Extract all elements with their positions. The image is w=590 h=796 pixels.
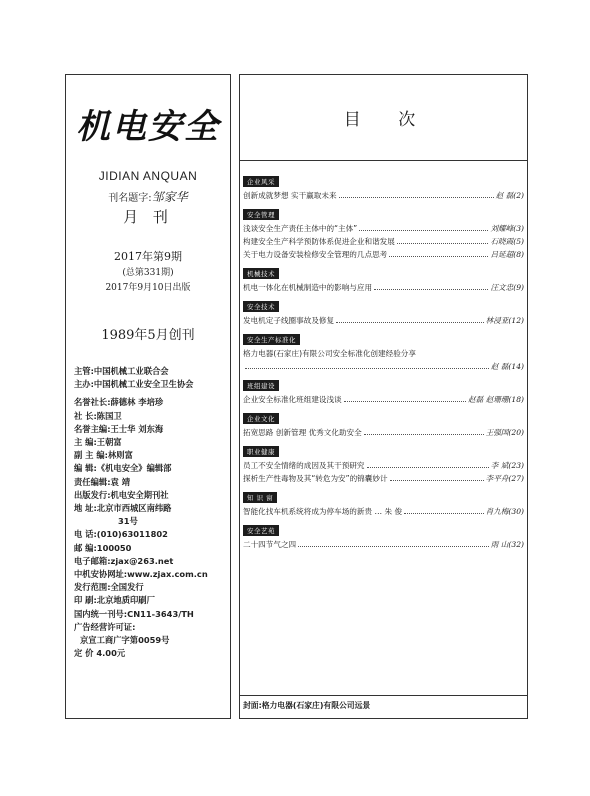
section-label: 安全管理: [243, 209, 279, 220]
leader-dots: [298, 546, 489, 547]
info-row: 电子邮箱:zjax@263.net: [74, 555, 174, 566]
toc-list: [243, 169, 524, 551]
toc-entry-author-page: 吕延超(8): [490, 250, 524, 259]
toc-entry-author-page: 林浸亚(12): [485, 316, 524, 325]
toc-entry-author-page: 赵 磊(2): [495, 191, 524, 200]
leader-dots: [344, 401, 466, 402]
toc-entry-author-page: 王强国(20): [485, 428, 524, 437]
toc-entry-title: 机电一体化在机械制造中的影响与应用: [243, 283, 373, 292]
info-row: 邮 编:100050: [74, 542, 132, 553]
leader-dots: [339, 197, 494, 198]
journal-pinyin: JIDIAN ANQUAN: [98, 169, 198, 183]
toc-entry-title: 格力电器(石家庄)有限公司安全标准化创建经验分享: [243, 349, 416, 358]
section-label: 安全技术: [243, 301, 279, 312]
info-row: 主管:中国机械工业联合会: [74, 366, 169, 376]
toc-entry[interactable]: [243, 538, 524, 551]
toc-entry-author-page: 赵 磊(14): [490, 362, 524, 371]
journal-logo: 机电安全: [76, 107, 220, 147]
toc-divider: [240, 160, 527, 161]
cover-divider: [240, 695, 527, 696]
toc-entry-title: 关于电力设备安装检修安全管理的几点思考: [243, 250, 388, 259]
toc-entry-title: 企业安全标准化班组建设浅谈: [243, 395, 342, 404]
toc-entry-author-page: 肖九梅(30): [485, 507, 524, 516]
toc-entry-title: 拓宽思路 创新管理 优秀文化助安全: [243, 428, 362, 437]
title-calligraphy-credit: [66, 188, 230, 205]
frequency: 月 刊: [123, 208, 173, 226]
section-label: 安全艺苑: [243, 525, 279, 536]
info-row: 出版发行:机电安全期刊社: [74, 489, 169, 500]
info-row: 31号: [118, 516, 138, 527]
leader-dots: [245, 368, 489, 369]
cover-caption: 封面:格力电器(石家庄)有限公司远景: [243, 701, 371, 710]
info-row: 电 话:(010)63011802: [74, 529, 168, 540]
info-row: 责任编辑:袁 靖: [74, 476, 130, 487]
toc-entry[interactable]: [243, 505, 524, 518]
info-row: 主 编:王朝富: [74, 437, 122, 448]
toc-entry[interactable]: [243, 222, 524, 235]
info-row: 编 辑:《机电安全》编辑部: [74, 463, 172, 474]
info-row: 发行范围:全国发行: [74, 582, 144, 593]
section-label: 企业风采: [243, 176, 279, 187]
toc-entry-title: 探析生产性毒物及其“转危为安”的锦囊妙计: [243, 474, 388, 483]
section-label: 班组建设: [243, 380, 279, 391]
info-row: 名誉主编:王士华 刘东海: [74, 423, 164, 434]
info-row: 副 主 编:林则富: [74, 450, 133, 461]
toc-entry[interactable]: [243, 314, 524, 327]
toc-entry[interactable]: [243, 189, 524, 202]
info-row: 名誉社长:薛德林 李培珍: [74, 397, 164, 408]
masthead-panel: [65, 74, 231, 719]
toc-entry[interactable]: [243, 235, 524, 248]
toc-entry-author-page: 李平舟(27): [485, 474, 524, 483]
info-row: 京宣工商广字第0059号: [80, 635, 170, 646]
toc-entry-title: 构建安全生产科学预防体系促进企业和谐发展: [243, 237, 395, 246]
info-row: 广告经营许可证:: [74, 621, 136, 632]
toc-panel: [239, 74, 528, 719]
leader-dots: [336, 322, 484, 323]
issue-number: 2017年第9期: [114, 250, 182, 263]
toc-entry[interactable]: [243, 426, 524, 439]
info-row: 中机安协网址:www.zjax.com.cn: [74, 569, 208, 580]
section-label: 知 识 窗: [243, 492, 277, 503]
toc-entry-author-page: 汪文忠(9): [490, 283, 524, 292]
leader-dots: [364, 434, 484, 435]
toc-entry-author-page: 石晓霞(5): [490, 237, 524, 246]
toc-entry[interactable]: [243, 347, 524, 373]
title-signature: 邹家华: [151, 190, 188, 204]
toc-entry-author-page: 赵磊 赵珊珊(18): [468, 395, 524, 404]
toc-entry-title: 浅谈安全生产责任主体中的“主体”: [243, 224, 358, 233]
founded-date: 1989年5月创刊: [101, 328, 195, 343]
toc-entry[interactable]: [243, 281, 524, 294]
toc-entry-author-page: 刘耀峰(3): [490, 224, 524, 233]
leader-dots: [367, 467, 489, 468]
toc-entry-title: 智能化找车机系统将成为停车场的新贵 … 朱 俊: [243, 507, 403, 516]
leader-dots: [359, 230, 488, 231]
section-label: 安全生产标准化: [243, 334, 300, 345]
section-label: 企业文化: [243, 413, 279, 424]
title-label: 刊名题字:: [108, 193, 152, 204]
leader-dots: [397, 243, 489, 244]
toc-entry[interactable]: [243, 393, 524, 406]
info-row: 印 刷:北京地质印刷厂: [74, 595, 155, 606]
info-row: 地 址:北京市西城区南纬路: [74, 503, 172, 514]
masthead-info: [74, 365, 226, 660]
leader-dots: [374, 289, 488, 290]
total-issue: (总第331期): [122, 268, 174, 278]
leader-dots: [389, 256, 488, 257]
toc-entry-title: 发电机定子线圈事故及修复: [243, 316, 335, 325]
toc-entry[interactable]: [243, 248, 524, 261]
publication-date: 2017年9月10日出版: [105, 283, 191, 293]
section-label: 机械技术: [243, 268, 279, 279]
info-row: 社 长:陈国卫: [74, 410, 122, 421]
info-row: 国内统一刊号:CN11-3643/TH: [74, 608, 194, 619]
toc-entry-author-page: 雨 山(32): [490, 540, 524, 549]
info-row: 主办:中国机械工业安全卫生协会: [74, 379, 194, 390]
toc-entry-title: 二十四节气之四: [243, 540, 297, 549]
section-label: 职业健康: [243, 446, 279, 457]
toc-entry-author-page: 李 斌(23): [490, 461, 524, 470]
toc-entry[interactable]: [243, 472, 524, 485]
toc-entry[interactable]: [243, 459, 524, 472]
leader-dots: [404, 513, 484, 514]
toc-entry-title: 员工不安全情绪的成因及其干预研究: [243, 461, 365, 470]
toc-entry-title: 创新成就梦想 实干赢取未来: [243, 191, 337, 200]
info-row: 定 价 4.00元: [74, 648, 126, 659]
toc-title: 目 次: [343, 110, 432, 130]
leader-dots: [390, 480, 484, 481]
